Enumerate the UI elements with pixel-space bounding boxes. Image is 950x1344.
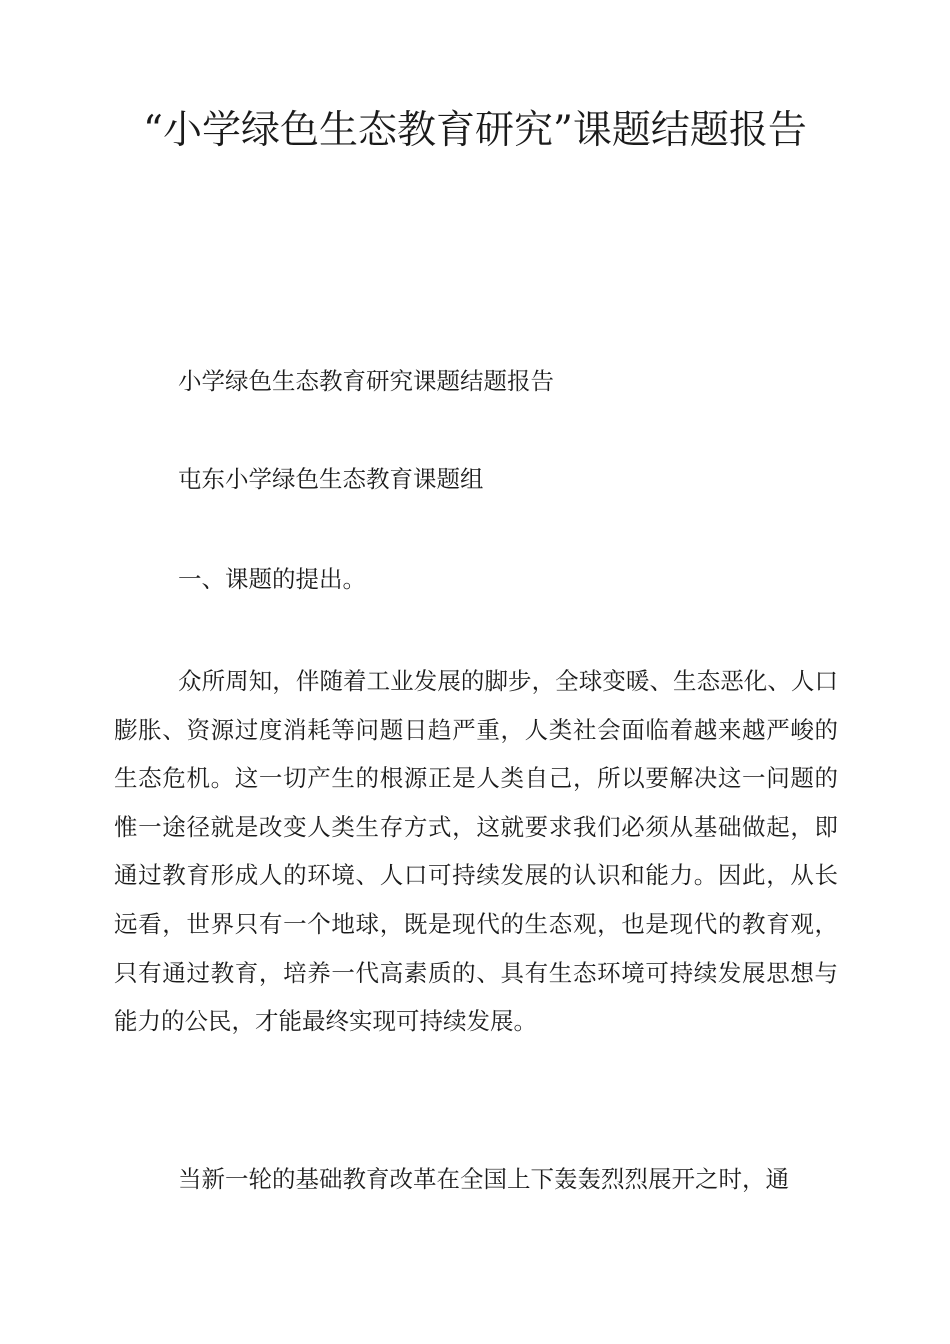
report-subtitle: 小学绿色生态教育研究课题结题报告	[178, 367, 554, 395]
body-paragraph-1: 众所周知，伴随着工业发展的脚步，全球变暖、生态恶化、人口膨胀、资源过度消耗等问题日趋严重，人类社会面临着越来越严峻的生态危机。这一切产生的根源正是人类自己，所以要解决这一问题的惟一途径就是改变人类生存方式，这就要求我们必须从基础做起，即通过教育形成人的环境、人口可持续发展的认识和能力。因此，从长远看，世界只有一个地球，既是现代的生态观，也是现代的教育观，只有通过教育，培养一代高素质的、具有生态环境可持续发展思想与能力的公民，才能最终实现可持续发展。	[114, 667, 838, 1036]
section-heading: 一、课题的提出。	[178, 565, 366, 593]
document-title: “小学绿色生态教育研究”课题结题报告	[143, 108, 807, 153]
body-paragraph-2: 当新一轮的基础教育改革在全国上下轰轰烈烈展开之时，通	[178, 1165, 789, 1193]
author-line: 屯东小学绿色生态教育课题组	[178, 465, 484, 493]
